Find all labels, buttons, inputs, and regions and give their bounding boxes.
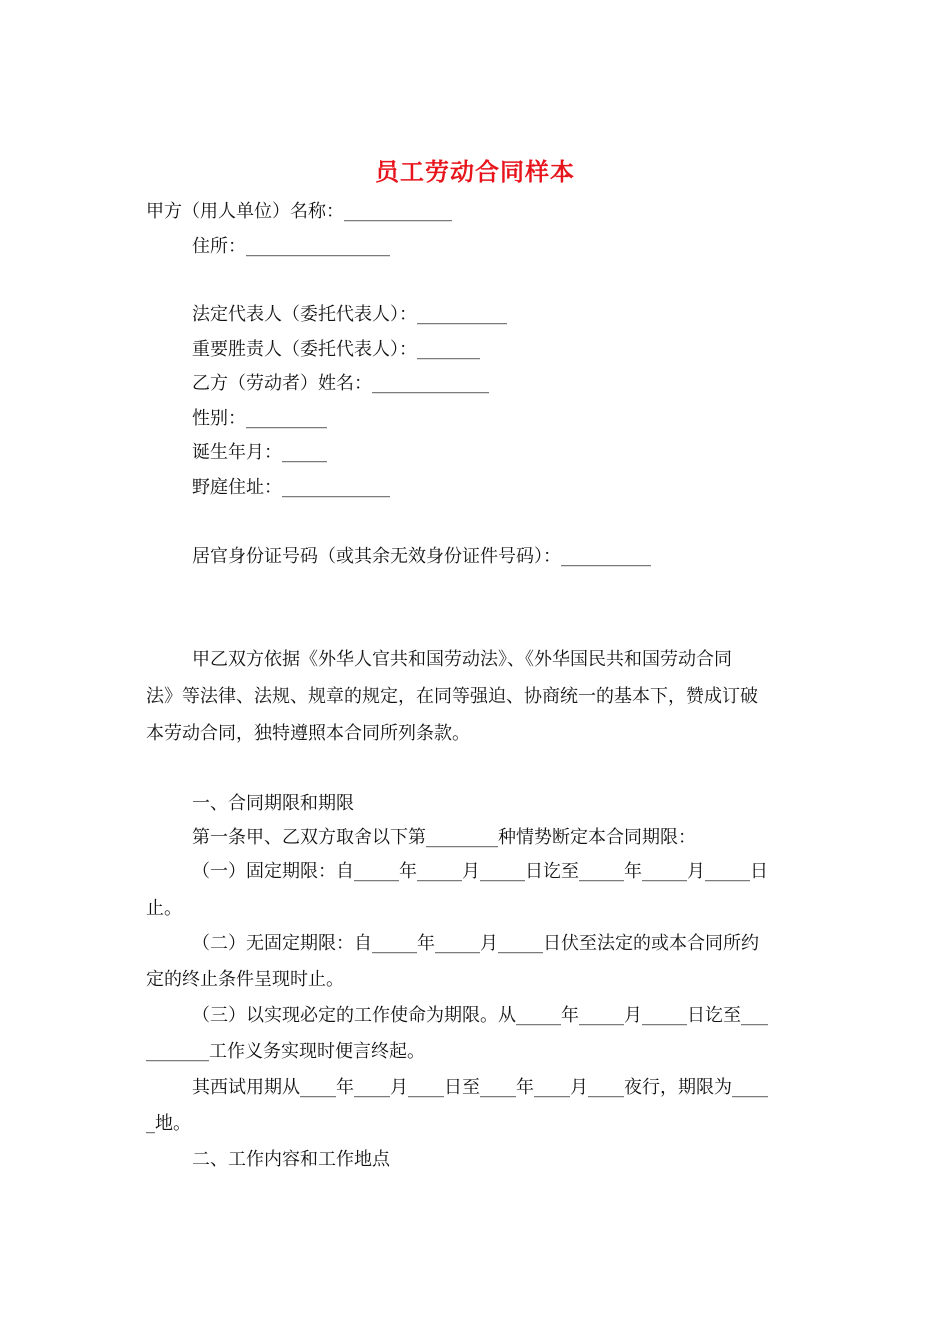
- open-term-line-2: 定的终止条件呈现时止。: [146, 969, 344, 990]
- probation-line-1: 其西试用期从____年____月____日至____年____月____夜行，期限为____: [192, 1077, 768, 1098]
- party-b-name-line: 乙方（劳动者）姓名：_____________: [192, 373, 489, 394]
- preamble-line-1: 甲乙双方依据《外华人官共和国劳动法》、《外华国民共和国劳动合同: [192, 649, 732, 670]
- gender-line: 性别：_________: [192, 408, 327, 429]
- principal-in-charge-line: 重要胜责人（委托代表人）：_______: [192, 339, 480, 360]
- article-1-line: 第一条甲、乙双方取舍以下第________种情势断定本合同期限：: [192, 827, 696, 848]
- task-term-line-1: （三）以实现必定的工作使命为期限。从_____年_____月_____日讫至___: [192, 1005, 768, 1026]
- document-title: 员工劳动合同样本: [375, 157, 575, 186]
- section-1-heading: 一、合同期限和期限: [192, 793, 354, 814]
- legal-representative-line: 法定代表人（委托代表人）：__________: [192, 304, 507, 325]
- id-number-line: 居官身份证号码（或其余无效身份证件号码）：__________: [192, 546, 651, 567]
- fixed-term-line-1: （一）固定期限：自_____年_____月_____日讫至_____年_____月_____日: [192, 861, 768, 882]
- preamble-line-3: 本劳动合同，独特遵照本合同所列条款。: [146, 723, 470, 744]
- home-address-line: 野庭住址：____________: [192, 477, 390, 498]
- preamble-line-2: 法》等法律、法规、规章的规定，在同等强迫、协商统一的基本下，赞成订破: [146, 686, 758, 707]
- section-2-heading: 二、工作内容和工作地点: [192, 1149, 390, 1170]
- open-term-line-1: （二）无固定期限：自_____年_____月_____日伏至法定的或本合同所约: [192, 933, 759, 954]
- probation-line-2: _地。: [146, 1113, 191, 1134]
- task-term-line-2: _______工作义务实现时便言终起。: [146, 1041, 425, 1062]
- fixed-term-line-2: 止。: [146, 898, 182, 919]
- birth-date-line: 诞生年月：_____: [192, 442, 327, 463]
- party-a-name-line: 甲方（用人单位）名称：____________: [146, 201, 452, 222]
- party-a-address-line: 住所：________________: [192, 236, 390, 257]
